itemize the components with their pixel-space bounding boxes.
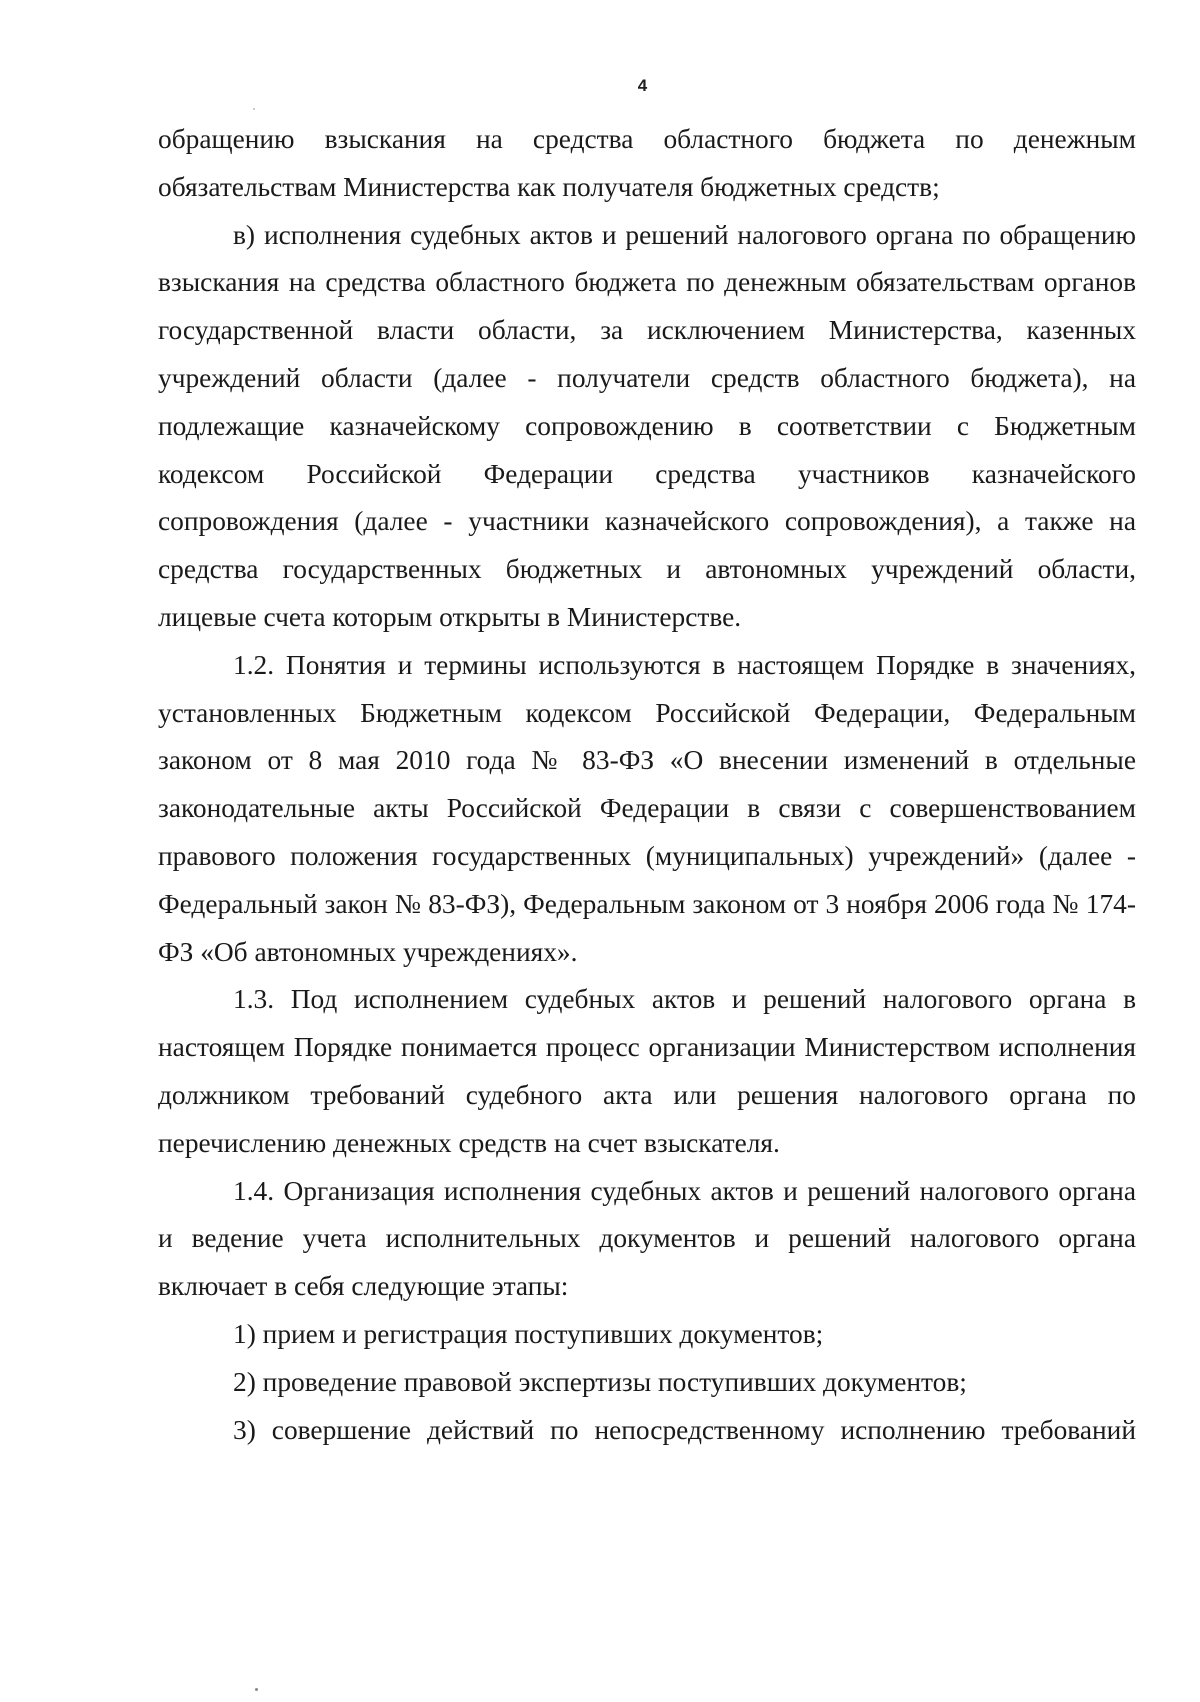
- paragraph-1-4: 1.4. Организация исполнения судебных актов и решений налогового органа и ведение учета исполнительных документов и решений налогового органа включает в себя следующие этапы:: [158, 1175, 1136, 1302]
- paragraph-1-2: 1.2. Понятия и термины используются в настоящем Порядке в значениях, установленных Бюджетным кодексом Российской Федерации, Федеральным законом от 8 мая 2010 года № 83-ФЗ «О внесении изменений в отдельные законодательные акты Российской Федерации в связи с совершенствованием правового положения государственных (муниципальных) учреждений» (далее - Федеральный закон № 83-ФЗ), Федеральным законом от 3 ноября 2006 года № 174-ФЗ «Об автономных учреждениях».: [158, 649, 1136, 967]
- list-item-3: 3) совершение действий по непосредственному исполнению требований: [233, 1414, 1136, 1445]
- paragraph-continuation: обращению взыскания на средства областного бюджета по денежным обязательствам Министерства как получателя бюджетных средств;: [158, 124, 1136, 202]
- list-item-2: 2) проведение правовой экспертизы поступивших документов;: [233, 1366, 967, 1397]
- scan-speck: [253, 108, 255, 110]
- paragraph-1-3: 1.3. Под исполнением судебных актов и решений налогового органа в настоящем Порядке понимается процесс организации Министерством исполнения должником требований судебного акта или решения налогового органа по перечислению денежных средств на счет взыскателя.: [158, 984, 1136, 1158]
- document-body: [158, 116, 1136, 1454]
- scan-speck: [255, 1688, 258, 1691]
- page-number: 4: [637, 76, 648, 95]
- list-item-1: 1) прием и регистрация поступивших документов;: [233, 1318, 824, 1349]
- paragraph-subitem-v: в) исполнения судебных актов и решений налогового органа по обращению взыскания на средства областного бюджета по денежным обязательствам органов государственной власти области, за исключением Министерства, казенных учреждений области (далее - получатели средств областного бюджета), на подлежащие казначейскому сопровождению в соответствии с Бюджетным кодексом Российской Федерации средства участников казначейского сопровождения (далее - участники казначейского сопровождения), а также на средства государственных бюджетных и автономных учреждений области, лицевые счета которым открыты в Министерстве.: [158, 219, 1136, 632]
